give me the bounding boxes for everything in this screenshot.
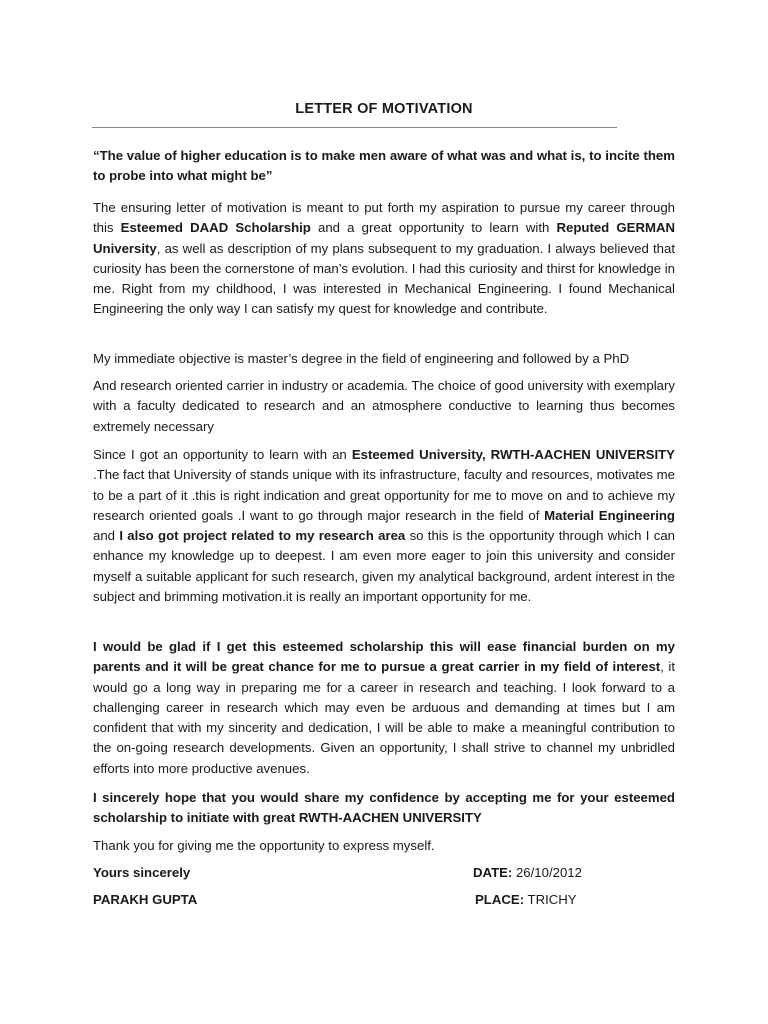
bold-run: I also got project related to my research area [119, 528, 406, 544]
date-label: DATE: [473, 865, 513, 880]
place-value: TRICHY [524, 892, 577, 907]
closing-salutation: Yours sincerely [93, 865, 191, 880]
bold-run: Reputed GERMAN University [93, 220, 675, 256]
bold-run: Esteemed University, RWTH-AACHEN UNIVERSITY [351, 447, 675, 462]
paragraph-university [93, 445, 675, 607]
text-run: Since I got an opportunity to learn with an [93, 447, 352, 462]
place-line [475, 892, 577, 907]
paragraph-hope: I sincerely hope that you would share my confidence by accepting me for your esteemed scholarship to initiate with great RWTH-AACHEN UNIVERSITY [93, 790, 675, 826]
text-run: and a great opportunity to learn with [310, 220, 557, 236]
bold-run: I would be glad if I get this esteemed scholarship this will ease financial burden on my parents and it will be great chance for me to pursue a great carrier in my field of interest [93, 639, 675, 675]
text-run: , it would go a long way in preparing me for a career in research and teaching. I look forward to a challenging career in research which may even be arduous and demanding at times but I am confident that with my sincerity and dedication, I will be able to make a meaningful contribution to the on-going research developments. Given an opportunity, I shall strive to channel my unbridled efforts into more productive avenues. [93, 659, 676, 776]
opening-quote: “The value of higher education is to make men aware of what was and what is, to incite them to probe into what might be” [93, 148, 675, 184]
text-run: so this is the opportunity through which I can enhance my knowledge up to deepest. I am even more eager to join this university and consider myself a suitable applicant for such research, given my analytical background, ardent interest in the subject and brimming motivation.it is really an important opportunity for me. [93, 528, 675, 605]
place-label: PLACE: [475, 892, 525, 907]
paragraph-research: And research oriented carrier in industry or academia. The choice of good university with exemplary with a faculty dedicated to research and an atmosphere conductive to learning thus becomes extremely necessary [93, 378, 675, 434]
signer-name: PARAKH GUPTA [93, 892, 198, 907]
text-run: , as well as description of my plans subsequent to my graduation. I always believed that curiosity has been the cornerstone of man’s evolution. I had this curiosity and thirst for knowledge in me. Right from my childhood, I was interested in Mechanical Engineering. I found Mechanical Engineering the only way I can satisfy my quest for knowledge and contribute. [93, 240, 675, 317]
page-title: LETTER OF MOTIVATION [295, 101, 473, 117]
paragraph-intro [93, 198, 675, 320]
date-line [473, 865, 582, 880]
bold-run: Esteemed DAAD Scholarship [120, 220, 311, 236]
text-run: The ensuring letter of motivation is meant to put forth my aspiration to pursue my career through this [93, 200, 675, 236]
paragraph-scholarship [93, 637, 675, 779]
text-run: and [93, 528, 120, 544]
text-run: .The fact that University of stands unique with its infrastructure, faculty and resources, motivates me to be a part of it .this is right indication and great opportunity for me to move on and to achieve my research oriented goals .I want to go through major research in the field of [93, 467, 675, 523]
title-underline [92, 127, 617, 128]
date-value: 26/10/2012 [512, 865, 582, 880]
bold-run: Material Engineering [544, 507, 675, 523]
paragraph-thanks: Thank you for giving me the opportunity to express myself. [93, 838, 435, 853]
paragraph-objective: My immediate objective is master’s degree in the field of engineering and followed by a PhD [93, 351, 630, 366]
